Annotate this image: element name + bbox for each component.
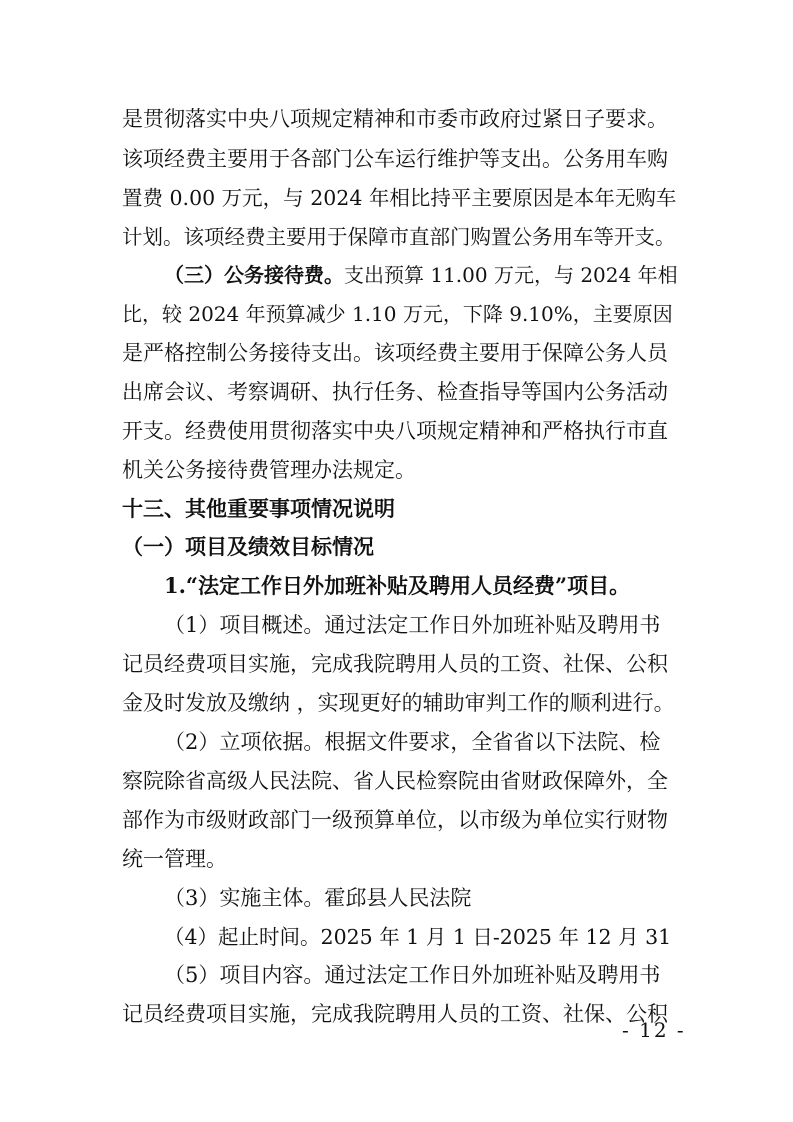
subsection-heading: （三）公务接待费。 — [164, 263, 344, 287]
body-line: 记员经费项目实施，完成我院聘用人员的工资、社保、公积 — [122, 652, 668, 676]
body-line: 该项经费主要用于各部门公车运行维护等支出。公务用车购 — [122, 147, 668, 171]
body-line: 比，较 2024 年预算减少 1.10 万元，下降 9.10%，主要原因 — [122, 302, 673, 326]
body-line: 计划。该项经费主要用于保障市直部门购置公务用车等开支。 — [122, 225, 676, 249]
body-line: （4）起止时间。2025 年 1 月 1 日-2025 年 12 月 31 — [164, 925, 672, 949]
body-line: 统一管理。 — [122, 847, 227, 871]
section-heading: 十三、其他重要事项情况说明 — [122, 496, 395, 521]
body-line — [164, 260, 678, 290]
body-line: 出席会议、考察调研、执行任务、检查指导等国内公务活动 — [122, 380, 668, 404]
body-line: 是贯彻落实中央八项规定精神和市委市政府过紧日子要求。 — [122, 107, 668, 131]
body-line: 置费 0.00 万元，与 2024 年相比持平主要原因是本年无购车 — [122, 186, 677, 210]
body-line: （1）项目概述。通过法定工作日外加班补贴及聘用书 — [164, 613, 661, 637]
body-line: 记员经费项目实施，完成我院聘用人员的工资、社保、公积 — [122, 1002, 668, 1026]
body-line: 部作为市级财政部门一级预算单位，以市级为单位实行财物 — [122, 808, 668, 832]
body-text: 支出预算 11.00 万元，与 2024 年相 — [344, 263, 678, 287]
body-line: 察院除省高级人民法院、省人民检察院由省财政保障外，全 — [122, 769, 668, 793]
item-heading: 1.“法定工作日外加班补贴及聘用人员经费”项目。 — [164, 573, 631, 598]
body-line: 开支。经费使用贯彻落实中央八项规定精神和严格执行市直 — [122, 419, 668, 443]
subsection-heading: （一）项目及绩效目标情况 — [122, 534, 374, 559]
body-line: （5）项目内容。通过法定工作日外加班补贴及聘用书 — [164, 963, 661, 987]
body-line: 是严格控制公务接待支出。该项经费主要用于保障公务人员 — [122, 341, 668, 365]
body-line: （2）立项依据。根据文件要求，全省省以下法院、检 — [164, 730, 661, 754]
body-line: 金及时发放及缴纳 ，实现更好的辅助审判工作的顺利进行。 — [122, 691, 675, 715]
body-line: 机关公务接待费管理办法规定。 — [122, 458, 416, 482]
body-line: （3）实施主体。霍邱县人民法院 — [164, 886, 472, 910]
page-number: - 12 - — [622, 1018, 686, 1042]
